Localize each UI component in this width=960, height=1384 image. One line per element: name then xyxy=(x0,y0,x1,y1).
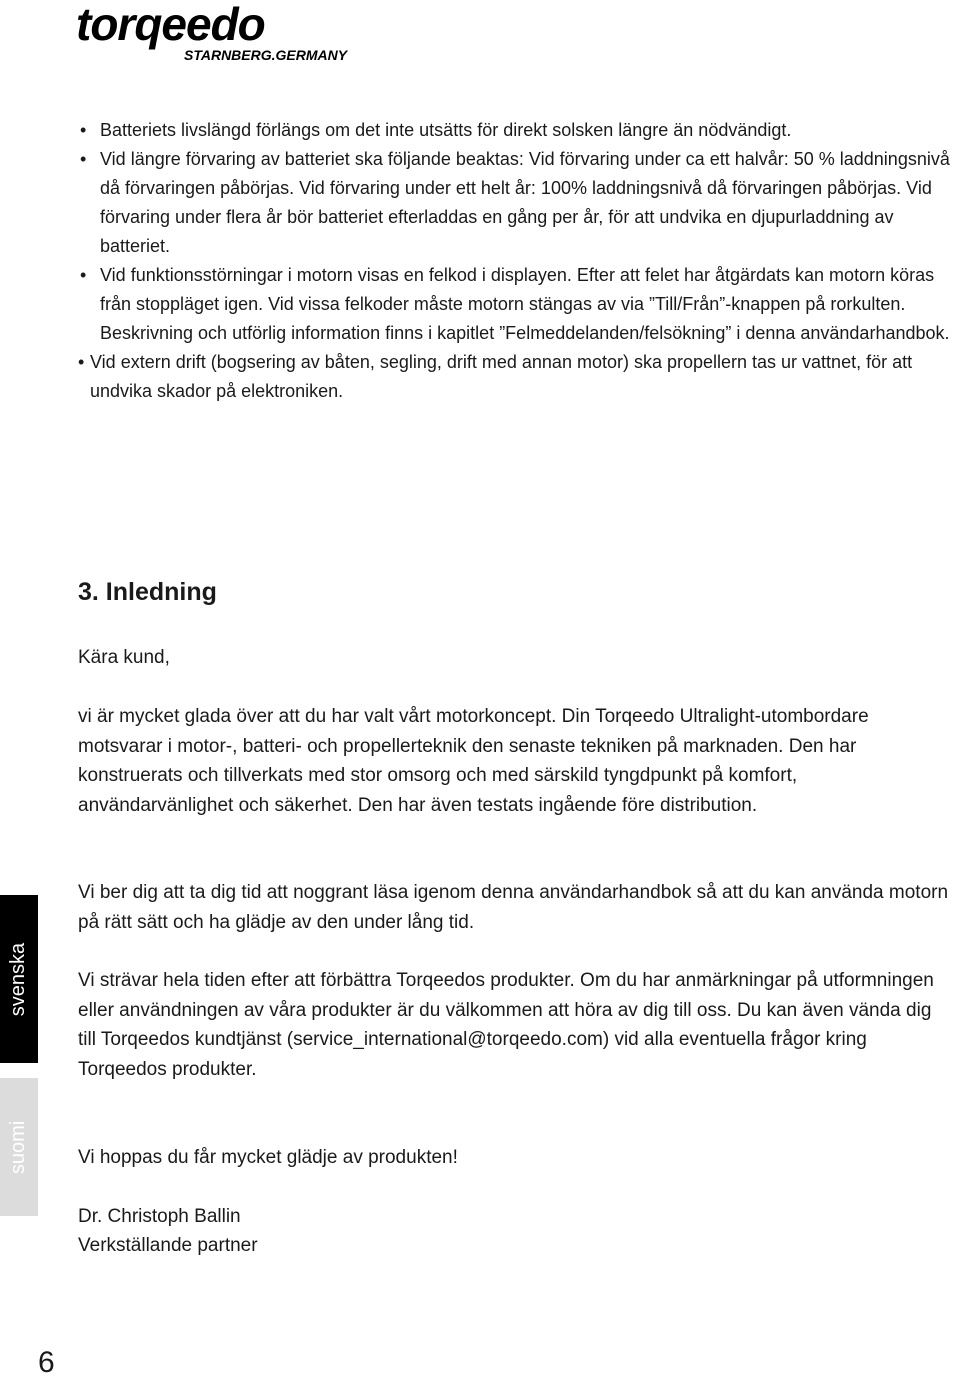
bullet-item: • Vid funktionsstörningar i motorn visas en felkod i displayen. Efter att felet har åtgärdats kan motorn köras från stoppläget igen. Vid vissa felkoder måste motorn stängas av via ”Till/Från”-knappen på rorkulten. Beskrivning och utförlig information finns i kapitlet ”Felmeddelanden/felsökning” i denna användarhandbok. xyxy=(78,261,956,348)
logo-wordmark: torqeedo xyxy=(76,2,265,50)
bullet-item: • Vid extern drift (bogsering av båten, segling, drift med annan motor) ska propellern tas ur vattnet, för att undvika skador på elektroniken. xyxy=(78,348,956,406)
intro-paragraph: vi är mycket glada över att du har valt vårt motorkoncept. Din Torqeedo Ultralight-utombordare motsvarar i motor-, batteri- och propellerteknik den senaste tekniken på marknaden. Den har konstruerats och tillverkats med stor omsorg och med särskild tyngdpunkt på komfort, användarvänlighet och säkerhet. Den har även testats ingående före distribution. xyxy=(78,706,869,816)
logo-graphic xyxy=(76,2,366,64)
bullet-item: • Vid längre förvaring av batteriet ska följande beaktas: Vid förvaring under ca ett halvår: 50 % laddningsnivå då förvaringen påbörjas. Vid förvaring under ett helt år: 100% laddningsnivå då förvaringen påbörjas. Vid förvaring under flera år bör batteriet efterladdas en gång per år, för att undvika en djupurladdning av batteriet. xyxy=(78,145,956,261)
signature-title: Verkställande partner xyxy=(78,1235,258,1256)
logo-tagline: STARNBERG.GERMANY xyxy=(184,47,348,63)
bullet-list xyxy=(78,116,956,406)
section-heading: 3. Inledning xyxy=(78,578,217,606)
read-manual-paragraph: Vi ber dig att ta dig tid att noggrant läsa igenom denna användarhandbok så att du kan använda motorn på rätt sätt och ha glädje av den under lång tid. xyxy=(78,882,949,933)
signature-name: Dr. Christoph Ballin xyxy=(78,1206,241,1227)
page-number: 6 xyxy=(38,1346,55,1379)
language-tab-suomi[interactable] xyxy=(0,1078,38,1216)
language-tab-label: suomi xyxy=(7,1120,30,1174)
closing-paragraph: Vi hoppas du får mycket glädje av produkten! xyxy=(78,1147,458,1168)
language-tab-label: svenska xyxy=(7,942,30,1016)
torqeedo-logo xyxy=(76,2,366,64)
language-tab-svenska[interactable] xyxy=(0,895,38,1063)
greeting: Kära kund, xyxy=(78,647,170,668)
feedback-paragraph: Vi strävar hela tiden efter att förbättra Torqeedos produkter. Om du har anmärkningar på utformningen eller användningen av våra produkter är du välkommen att höra av dig till oss. Du kan även vända dig till Torqeedos kundtjänst (service_international@torqeedo.com) vid alla eventuella frågor kring Torqeedos produkter. xyxy=(78,970,934,1080)
bullet-item: • Batteriets livslängd förlängs om det inte utsätts för direkt solsken längre än nödvändigt. xyxy=(78,116,956,145)
